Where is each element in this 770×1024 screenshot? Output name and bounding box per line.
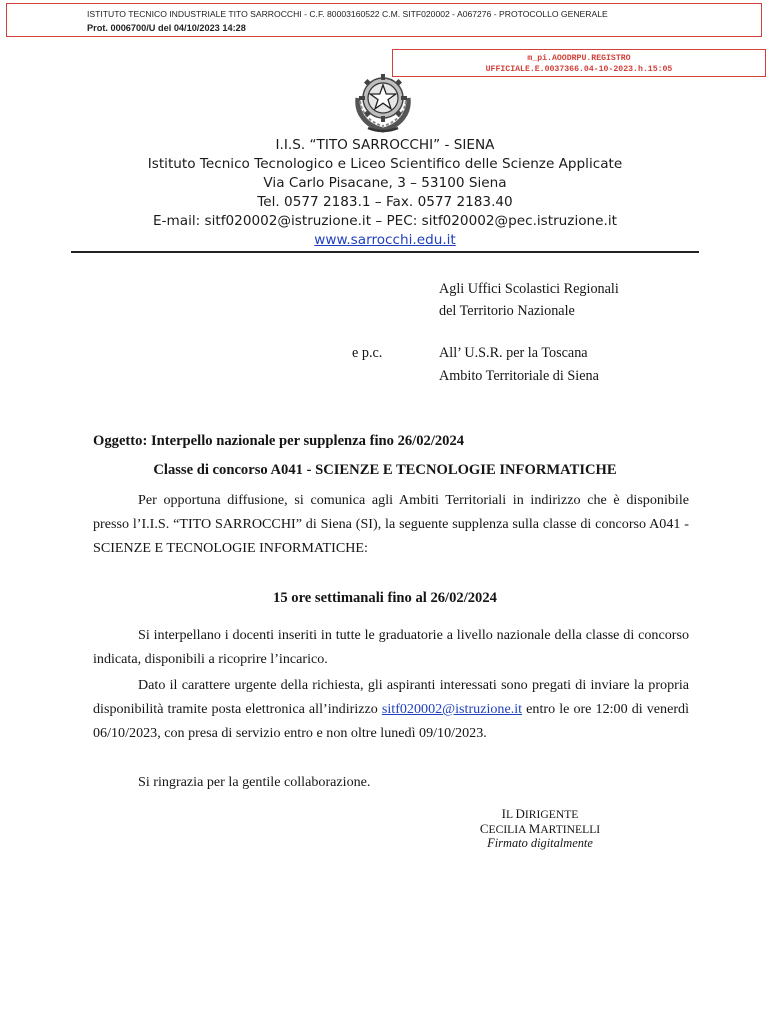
signature-name: CECILIA MARTINELLI [479,821,601,836]
cc-recipient-line1: All’ U.S.R. per la Toscana [439,345,588,361]
signature-note: Firmato digitalmente [487,836,593,850]
cc-label: e p.c. [352,345,383,361]
letterhead-divider [71,251,699,253]
thanks-line [93,770,689,794]
recipient-line1: Agli Uffici Scolastici Regionali [439,281,619,297]
body-paragraph-2 [93,623,689,671]
body-paragraph-2-text: Si interpellano i docenti inseriti in tutte le graduatorie a livello nazionale della classe di concorso indicata, disponibili a ricoprire l’incarico. [93,627,689,667]
school-name: I.I.S. “TITO SARROCCHI” - SIENA [275,137,495,153]
recipient-line2: del Territorio Nazionale [439,303,575,319]
body-paragraph-1 [93,488,689,560]
school-email: E-mail: sitf020002@istruzione.it – PEC: sitf020002@pec.istruzione.it [153,213,617,229]
body-paragraph-3 [93,673,689,745]
registry-stamp-line1: m_pi.AOODRPU.REGISTRO [527,54,631,63]
italian-republic-emblem-icon [348,68,418,134]
thanks-text: Si ringrazia per la gentile collaborazione. [138,774,371,790]
body-paragraph-3-text-a: Dato il carattere urgente della richiesta, gli aspiranti interessati sono pregati di inviare la propria disponibilità tramite posta elettronica all’indirizzo [93,677,689,717]
school-subtitle: Istituto Tecnico Tecnologico e Liceo Scientifico delle Scienze Applicate [147,156,623,172]
school-website-line [70,232,700,248]
contact-email-link[interactable]: sitf020002@istruzione.it [381,701,523,717]
protocol-number: Prot. 0006700/U del 04/10/2023 14:28 [87,23,246,33]
cc-recipient-line2: Ambito Territoriale di Siena [439,368,599,384]
protocol-line: ISTITUTO TECNICO INDUSTRIALE TITO SARROCCHI - C.F. 80003160522 C.M. SITF020002 - A067276 - PROTOCOLLO GENERALE [87,9,608,19]
school-phone: Tel. 0577 2183.1 – Fax. 0577 2183.40 [257,194,513,210]
competition-class-line: Classe di concorso A041 - SCIENZE E TECNOLOGIE INFORMATICHE [153,462,617,478]
body-paragraph-1-text: Per opportuna diffusione, si comunica agli Ambiti Territoriali in indirizzo che è disponibile presso l’I.I.S. “TITO SARROCCHI” di Siena (SI), la seguente supplenza sulla classe di concorso A041 - SCIENZE E TECNOLOGIE INFORMATICHE: [93,492,689,556]
school-address: Via Carlo Pisacane, 3 – 53100 Siena [263,175,507,191]
body-paragraph-3-text-b: entro le ore 12:00 di venerdì 06/10/2023, con presa di servizio entro e non oltre lunedì 09/10/2023. [93,701,690,741]
school-website-link[interactable]: www.sarrocchi.edu.it [314,232,456,248]
registry-stamp-line2: UFFICIALE.E.0037366.04-10-2023.h.15:05 [485,65,673,74]
signature-role: IL DIRIGENTE [501,806,579,821]
hours-line: 15 ore settimanali fino al 26/02/2024 [273,590,497,606]
subject-line: Oggetto: Interpello nazionale per supplenza fino 26/02/2024 [93,433,465,449]
